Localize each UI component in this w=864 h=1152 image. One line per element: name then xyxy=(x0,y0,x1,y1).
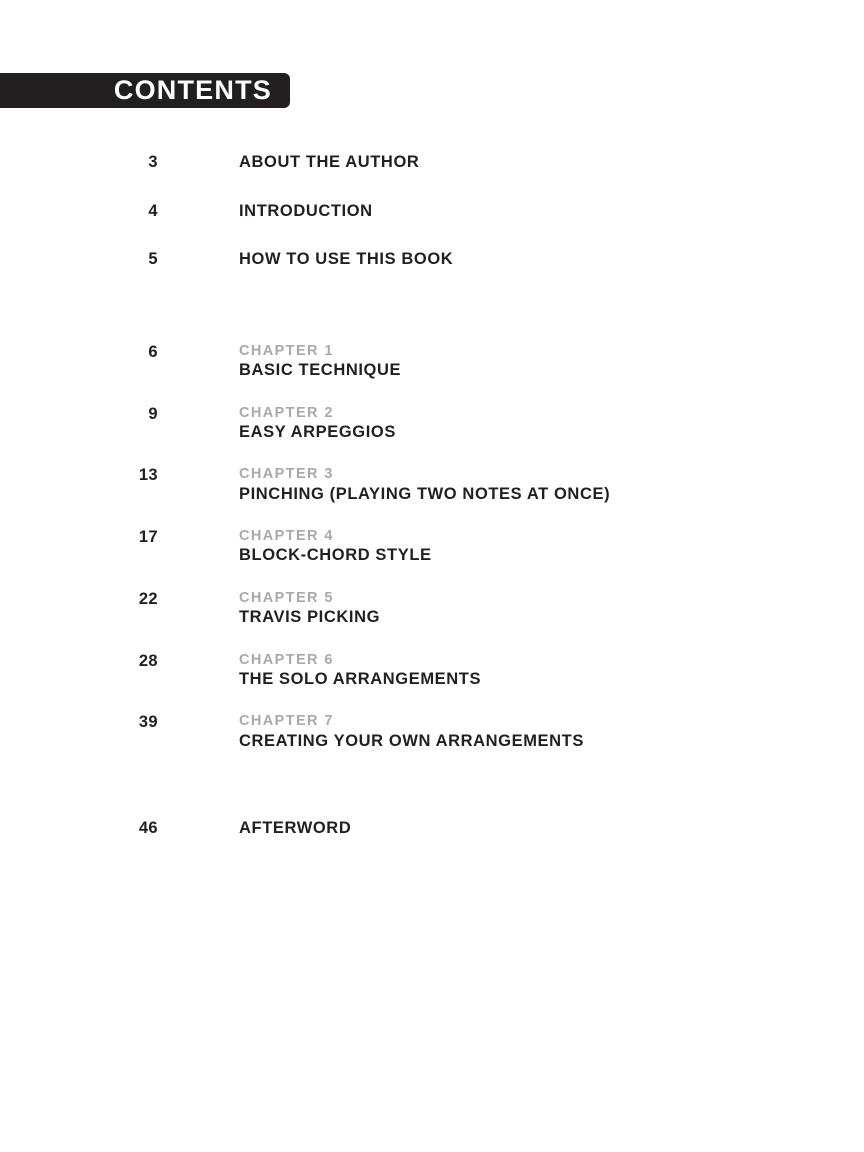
chapter-label: CHAPTER 2 xyxy=(239,404,334,421)
chapter-label: CHAPTER 3 xyxy=(239,466,334,483)
section-spacer xyxy=(0,298,864,342)
entry-text xyxy=(158,404,396,443)
entry-text xyxy=(158,527,432,566)
page-number: 13 xyxy=(138,466,158,485)
chapter-label: CHAPTER 4 xyxy=(239,528,334,545)
entry-title: THE SOLO ARRANGEMENTS xyxy=(239,669,482,688)
toc-entry-chapter-2[interactable] xyxy=(0,404,864,443)
entry-text xyxy=(158,342,401,381)
entry-text xyxy=(158,651,481,690)
page-number: 28 xyxy=(138,651,158,670)
page-number: 5 xyxy=(148,250,158,269)
entry-text xyxy=(158,712,584,751)
page-number: 9 xyxy=(148,404,158,423)
entry-title: TRAVIS PICKING xyxy=(239,608,381,626)
toc-entry-chapter-4[interactable] xyxy=(0,527,864,566)
entry-text xyxy=(158,249,453,270)
page-number: 3 xyxy=(148,153,158,171)
entry-text xyxy=(158,589,380,628)
toc-entry-chapter-1[interactable] xyxy=(0,342,864,381)
toc-entry-introduction[interactable] xyxy=(0,201,864,222)
page-number: 39 xyxy=(138,713,158,732)
entry-title: PINCHING (PLAYING TWO NOTES AT ONCE) xyxy=(239,484,611,503)
toc-entry-chapter-5[interactable] xyxy=(0,589,864,628)
toc-entry-chapter-3[interactable] xyxy=(0,465,864,504)
page-number: 17 xyxy=(138,528,158,547)
toc-entry-chapter-7[interactable] xyxy=(0,712,864,751)
entry-text xyxy=(158,152,419,173)
chapter-label: CHAPTER 6 xyxy=(239,651,334,668)
entry-text xyxy=(158,465,610,504)
toc-entry-how-to-use-this-book[interactable] xyxy=(0,249,864,270)
table-of-contents xyxy=(0,152,864,839)
toc-entry-chapter-6[interactable] xyxy=(0,651,864,690)
chapter-label: CHAPTER 5 xyxy=(239,589,334,606)
entry-title: AFTERWORD xyxy=(239,819,352,838)
entry-text xyxy=(158,818,351,839)
toc-entry-about-the-author[interactable] xyxy=(0,152,864,173)
page-number: 46 xyxy=(138,819,158,838)
section-spacer xyxy=(0,774,864,818)
chapter-label: CHAPTER 7 xyxy=(239,713,334,730)
entry-title: EASY ARPEGGIOS xyxy=(239,422,396,441)
entry-text xyxy=(158,201,373,222)
page-number: 4 xyxy=(148,201,158,220)
contents-banner xyxy=(0,73,290,108)
entry-title: CREATING YOUR OWN ARRANGEMENTS xyxy=(239,731,584,750)
page-number: 22 xyxy=(138,589,158,608)
entry-title: BASIC TECHNIQUE xyxy=(239,361,402,379)
page-number: 6 xyxy=(148,342,158,361)
toc-entry-afterword[interactable] xyxy=(0,818,864,839)
entry-title: INTRODUCTION xyxy=(239,201,373,220)
page-title: CONTENTS xyxy=(113,75,272,105)
entry-title: ABOUT THE AUTHOR xyxy=(239,153,420,171)
entry-title: HOW TO USE THIS BOOK xyxy=(239,250,454,269)
entry-title: BLOCK-CHORD STYLE xyxy=(239,546,432,565)
chapter-label: CHAPTER 1 xyxy=(239,342,334,359)
